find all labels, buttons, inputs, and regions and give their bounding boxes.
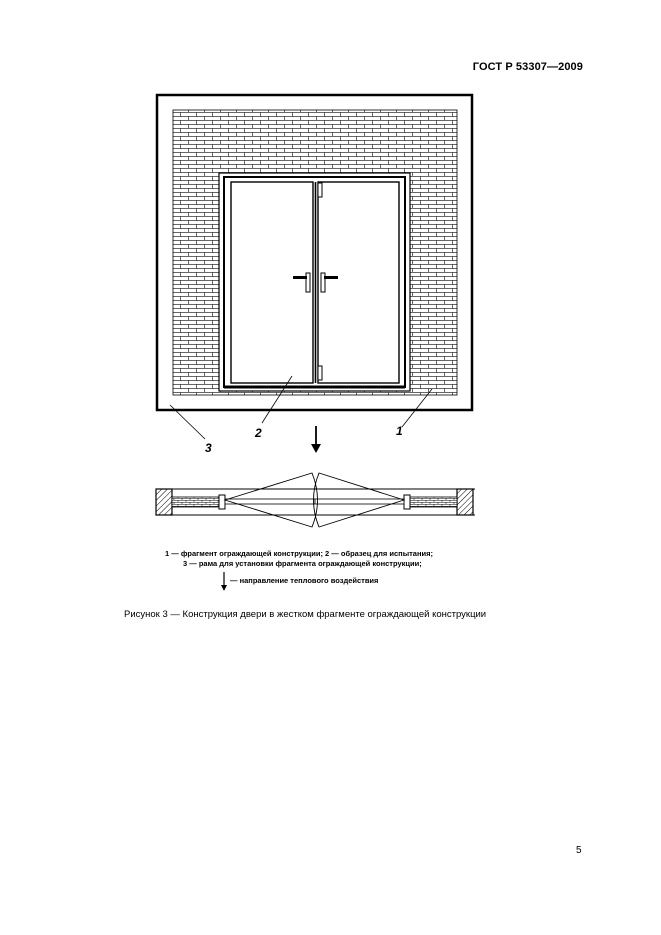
legend-line-1: 1 — фрагмент ограждающей конструкции; 2 — образец для испытания; <box>165 549 433 558</box>
legend-line-2: 3 — рама для установки фрагмента ограждающей конструкции; <box>183 559 422 568</box>
label-3: 3 <box>205 441 212 455</box>
legend-arrow-icon <box>221 572 227 591</box>
door-leaves <box>231 182 399 383</box>
legend-line-3: — направление теплового воздействия <box>230 576 379 585</box>
label-1: 1 <box>396 424 403 438</box>
standard-code: ГОСТ Р 53307—2009 <box>472 61 583 73</box>
heat-direction-arrow <box>311 426 321 453</box>
plan-view <box>156 473 475 527</box>
label-2: 2 <box>255 426 262 440</box>
figure-caption: Рисунок 3 — Конструкция двери в жестком фрагменте ограждающей конструкции <box>124 609 487 620</box>
page-number: 5 <box>576 845 582 856</box>
